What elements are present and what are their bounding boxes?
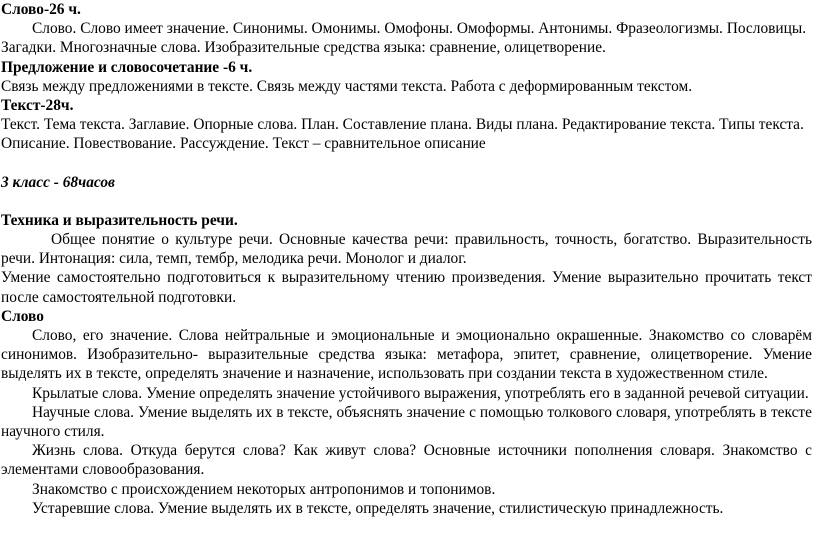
word-paragraph: Крылатые слова. Умение определять значение устойчивого выражения, употреблять его в заданной речевой ситуации. bbox=[32, 384, 809, 402]
word-paragraph: Жизнь слова. Откуда берутся слова? Как живут слова? Основные источники пополнения словаря. Знакомство с элементами словообразования. bbox=[1, 442, 812, 479]
spacer bbox=[1, 154, 812, 173]
word-paragraph: Знакомство с происхождением некоторых антропонимов и топонимов. bbox=[32, 480, 496, 498]
section-heading-sentence: Предложение и словосочетание -6 ч. bbox=[1, 58, 253, 76]
technique-heading: Техника и выразительность речи. bbox=[1, 211, 238, 229]
section-heading-text: Текст-28ч. bbox=[1, 97, 74, 115]
section-heading-word: Слово-26 ч. bbox=[1, 1, 81, 18]
word-paragraph: Устаревшие слова. Умение выделять их в тексте, определять значение, стилистическую принадлежность. bbox=[32, 499, 724, 517]
section-text-text: Текст. Тема текста. Заглавие. Опорные слова. План. Составление плана. Виды плана. Редактирование текста. Типы текста. Описание. Повествование. Рассуждение. Текст – сравнительное описание bbox=[1, 116, 804, 153]
technique-paragraph: Общее понятие о культуре речи. Основные качества речи: правильность, точность, богатство. Выразительность речи. Интонация: сила, темп, тембр, мелодика речи. Монолог и диалог. bbox=[1, 231, 812, 268]
section-sentence-text: Связь между предложениями в тексте. Связь между частями текста. Работа с деформированным текстом. bbox=[1, 77, 693, 95]
grade-heading: 3 класс - 68часов bbox=[1, 173, 115, 191]
word-paragraph: Слово, его значение. Слова нейтральные и эмоциональные и эмоционально окрашенные. Знакомство со словарём синонимов. Изобразительно- выразительные средства языка: метафора, эпитет, сравнение, олицетворение. Умение выделять их в тексте, определять значение и назначение, использовать при создании текста в художественном стиле. bbox=[1, 327, 812, 383]
word-heading: Слово bbox=[1, 307, 44, 325]
word-paragraph: Научные слова. Умение выделять их в тексте, объяснять значение с помощью толкового словаря, употреблять в тексте научного стиля. bbox=[1, 403, 812, 441]
section-word-text: Слово. Слово имеет значение. Синонимы. Омонимы. Омофоны. Омоформы. Антонимы. Фразеологизмы. Пословицы. Загадки. Многозначные слова. Изобразительные средства языка: сравнение, олицетворение. bbox=[1, 20, 807, 57]
technique-paragraph: Умение самостоятельно подготовиться к выразительному чтению произведения. Умение выразительно прочитать текст после самостоятельной подготовки. bbox=[1, 269, 812, 306]
spacer bbox=[1, 192, 812, 211]
